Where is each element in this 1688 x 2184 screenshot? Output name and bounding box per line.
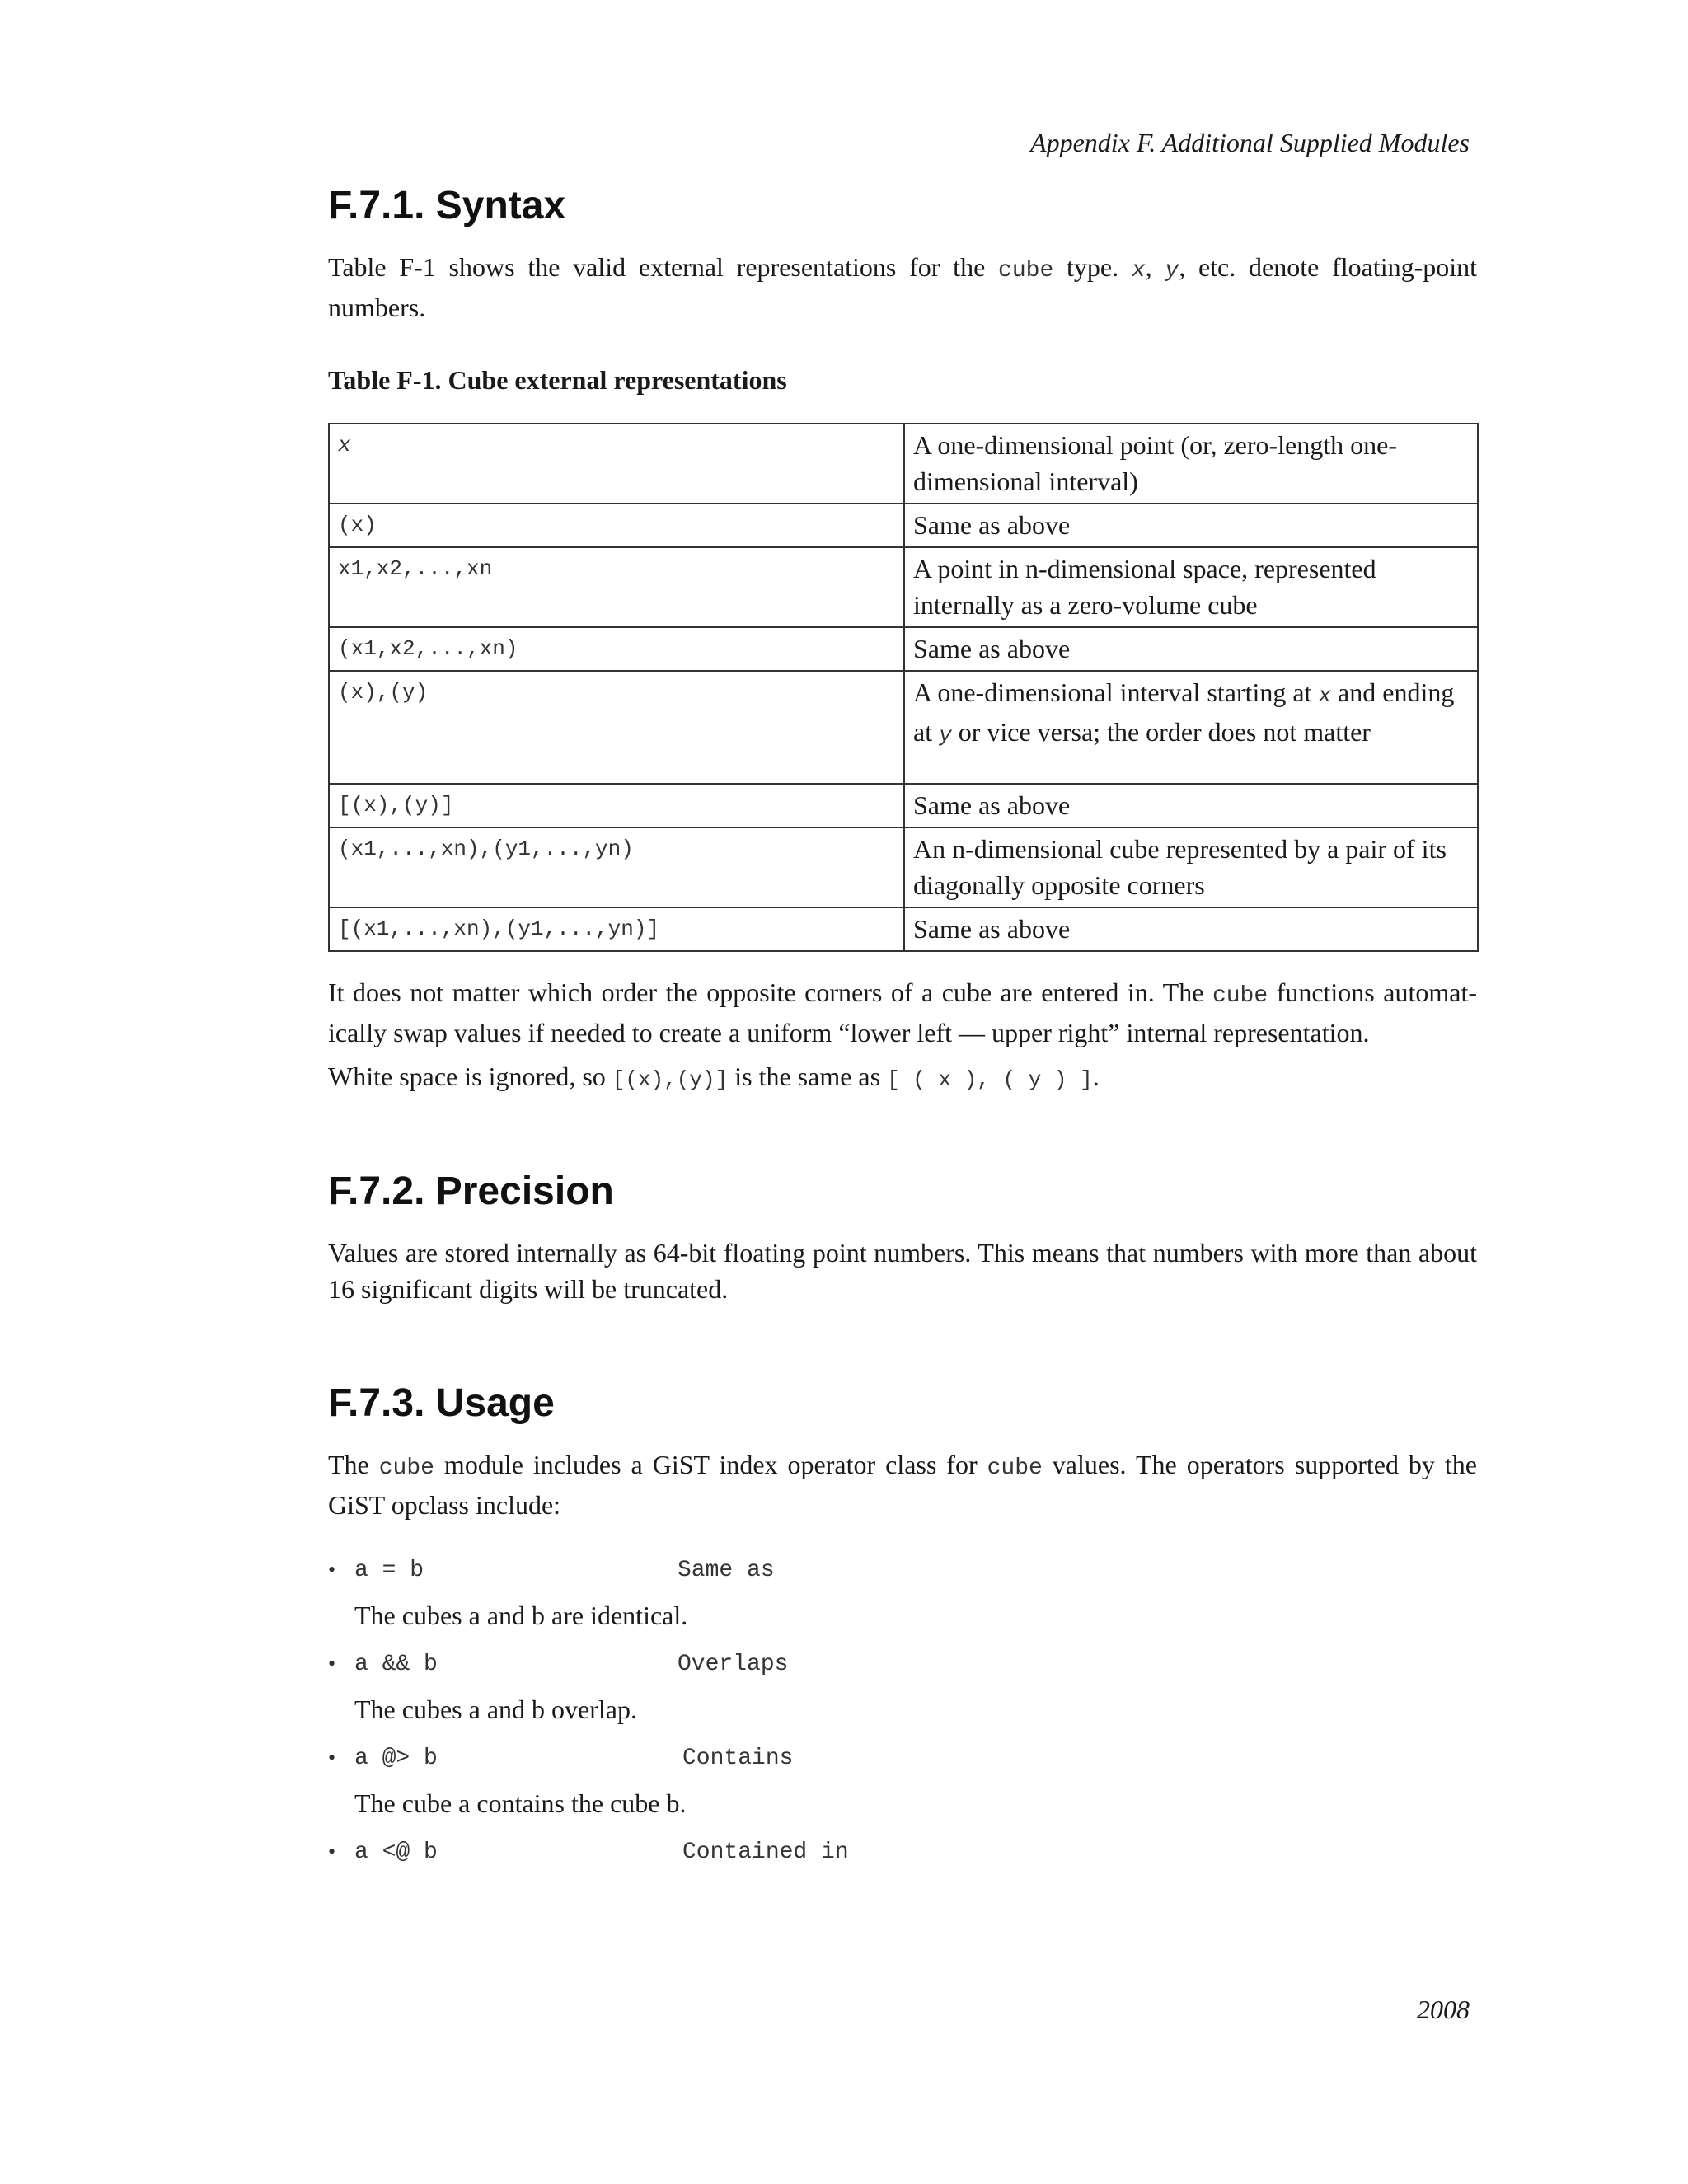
- section-heading-syntax: F.7.1. Syntax: [328, 184, 566, 227]
- operator-syntax: a = b: [354, 1558, 424, 1583]
- table-row: [329, 627, 1478, 671]
- table-row: [329, 827, 1478, 907]
- inline-code: cube: [378, 1455, 434, 1481]
- operator-name: Overlaps: [678, 1652, 789, 1677]
- text-run: .: [1092, 1062, 1100, 1091]
- list-item-operator: [328, 1652, 1477, 1685]
- text-run: ,: [1145, 252, 1165, 282]
- list-item-operator: [328, 1840, 1477, 1872]
- syntax-text: x: [338, 433, 351, 457]
- table-row: [329, 547, 1478, 627]
- operator-description: The cubes a and b are identical.: [354, 1601, 688, 1630]
- usage-intro-paragraph: [328, 1446, 1477, 1523]
- table-row: [329, 671, 1478, 784]
- syntax-cell: (x1,x2,...,xn): [329, 627, 904, 671]
- page-number: 2008: [1417, 1994, 1470, 2024]
- operator-description: The cube a contains the cube b.: [354, 1788, 687, 1818]
- inline-variable: y: [939, 723, 952, 748]
- section-heading-precision: F.7.2. Precision: [328, 1169, 614, 1213]
- running-header: Appendix F. Additional Supplied Modules: [1030, 128, 1470, 157]
- representations-table: [328, 423, 1479, 952]
- table-row: [329, 784, 1478, 827]
- bullet: •: [328, 1746, 336, 1769]
- operator-syntax: a @> b: [354, 1746, 438, 1771]
- table-row: [329, 504, 1478, 547]
- text-run: module includes a GiST index operator class for: [434, 1450, 987, 1479]
- operator-name: Same as: [678, 1558, 775, 1583]
- precision-paragraph: Values are stored internally as 64-bit floating point numbers. This means that numbers with more than about 16 significant digits will be truncated.: [328, 1238, 1477, 1304]
- inline-code: cube: [1212, 983, 1268, 1009]
- description-cell: A one-dimensional point (or, zero-length one-dimensional interval): [904, 424, 1478, 504]
- text-run: White space is ignored, so: [328, 1062, 612, 1091]
- text-run: and ending at: [913, 677, 1455, 747]
- syntax-cell: [329, 424, 904, 504]
- syntax-cell: x1,x2,...,xn: [329, 547, 904, 627]
- corner-order-paragraph: [328, 974, 1477, 1051]
- description-cell: Same as above: [904, 504, 1478, 547]
- syntax-intro-paragraph: [328, 249, 1477, 326]
- description-cell: Same as above: [904, 627, 1478, 671]
- text-run: A one-dimensional interval starting at: [913, 677, 1319, 707]
- operator-description: The cubes a and b overlap.: [354, 1694, 637, 1724]
- operator-syntax: a && b: [354, 1652, 438, 1677]
- inline-code: [(x),(y)]: [612, 1067, 729, 1092]
- whitespace-paragraph: [328, 1058, 1477, 1098]
- syntax-cell: (x): [329, 504, 904, 547]
- table-row: [329, 907, 1478, 951]
- bullet: •: [328, 1558, 336, 1582]
- text-run: The: [328, 1450, 379, 1479]
- description-cell: Same as above: [904, 907, 1478, 951]
- inline-variable: y: [1165, 258, 1179, 284]
- operator-syntax: a <@ b: [354, 1840, 438, 1865]
- list-item-operator: [328, 1746, 1477, 1779]
- inline-code: [ ( x ), ( y ) ]: [887, 1067, 1093, 1092]
- text-run: is the same as: [728, 1062, 888, 1091]
- operator-name: Contained in: [682, 1840, 849, 1865]
- inline-variable: x: [1131, 258, 1146, 284]
- description-cell: Same as above: [904, 784, 1478, 827]
- text-run: Table F-1 shows the valid external representations for the: [328, 252, 999, 282]
- description-cell: An n-dimensional cube represented by a pair of its diagonally opposite corners: [904, 827, 1478, 907]
- syntax-cell: [(x1,...,xn),(y1,...,yn)]: [329, 907, 904, 951]
- section-heading-usage: F.7.3. Usage: [328, 1381, 555, 1425]
- syntax-cell: [(x),(y)]: [329, 784, 904, 827]
- bullet: •: [328, 1840, 336, 1863]
- inline-code: cube: [987, 1455, 1043, 1481]
- inline-code: cube: [998, 258, 1054, 284]
- text-run: , etc. denote floating-point numbers.: [328, 252, 1478, 322]
- table-caption: Table F-1. Cube external representations: [328, 365, 787, 395]
- syntax-cell: (x),(y): [329, 671, 904, 784]
- inline-variable: x: [1318, 683, 1332, 708]
- text-run: or vice versa; the order does not matter: [951, 717, 1371, 747]
- text-run: It does not matter which order the opposite corners of a cube are entered in. The: [328, 977, 1212, 1007]
- syntax-cell: (x1,...,xn),(y1,...,yn): [329, 827, 904, 907]
- description-cell: [904, 671, 1478, 784]
- description-cell: A point in n-dimensional space, represented internally as a zero-volume cube: [904, 547, 1478, 627]
- text-run: values. The operators supported by the GiST opclass include:: [328, 1450, 1478, 1520]
- text-run: functions automat-ically swap values if needed to create a uniform “lower left — upper right” internal representation.: [328, 977, 1478, 1047]
- operator-name: Contains: [682, 1746, 794, 1771]
- list-item-operator: [328, 1558, 1477, 1591]
- table-row: [329, 424, 1478, 504]
- text-run: type.: [1053, 252, 1132, 282]
- bullet: •: [328, 1652, 336, 1675]
